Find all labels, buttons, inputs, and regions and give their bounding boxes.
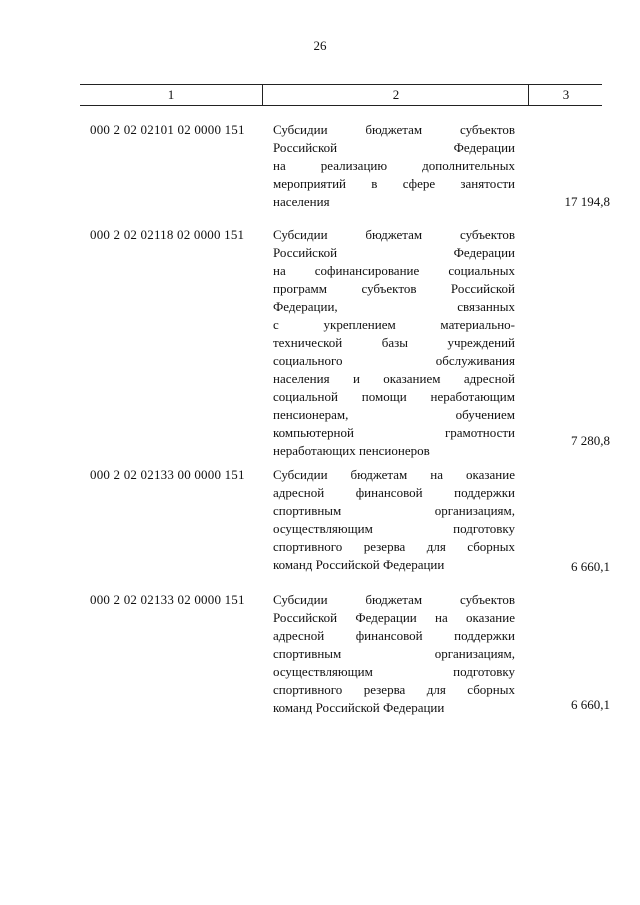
budget-code: 000 2 02 02118 02 0000 151 — [90, 227, 245, 242]
description-line: осуществляющим подготовку — [273, 521, 515, 536]
description-line: населения и оказанием адресной — [273, 371, 515, 386]
description-line: технической базы учреждений — [273, 335, 515, 350]
description — [273, 226, 515, 460]
description-line: Субсидии бюджетам субъектов — [273, 122, 515, 137]
description-line: населения — [273, 194, 330, 209]
description-line: Российской Федерации на оказание — [273, 610, 515, 625]
description-line: Российской Федерации — [273, 245, 515, 260]
column-header-2: 2 — [262, 85, 529, 105]
description-line: команд Российской Федерации — [273, 557, 445, 572]
description-line: Субсидии бюджетам на оказание — [273, 467, 515, 482]
budget-code: 000 2 02 02133 02 0000 151 — [90, 592, 245, 607]
description-line: спортивным организациям, — [273, 503, 515, 518]
description-line: Субсидии бюджетам субъектов — [273, 592, 515, 607]
description-line: социального обслуживания — [273, 353, 515, 368]
column-header-1: 1 — [167, 87, 175, 102]
description — [273, 591, 515, 717]
description-line: мероприятий в сфере занятости — [273, 176, 515, 191]
description-line: команд Российской Федерации — [273, 700, 445, 715]
description-line: спортивного резерва для сборных — [273, 682, 515, 697]
description-line: на реализацию дополнительных — [273, 158, 515, 173]
description-line: пенсионерам, обучением — [273, 407, 515, 422]
description-line: спортивного резерва для сборных — [273, 539, 515, 554]
column-header-3: 3 — [528, 85, 603, 105]
description-line: Субсидии бюджетам субъектов — [273, 227, 515, 242]
description-line: спортивным организациям, — [273, 646, 515, 661]
description-line: компьютерной грамотности — [273, 425, 515, 440]
description-line: адресной финансовой поддержки — [273, 628, 515, 643]
description-line: адресной финансовой поддержки — [273, 485, 515, 500]
description — [273, 466, 515, 574]
budget-code: 000 2 02 02133 00 0000 151 — [90, 467, 245, 482]
description-line: неработающих пенсионеров — [273, 443, 430, 458]
description-line: осуществляющим подготовку — [273, 664, 515, 679]
description-line: социальной помощи неработающим — [273, 389, 515, 404]
page-number: 26 — [313, 38, 327, 53]
description-line: на софинансирование социальных — [273, 263, 515, 278]
description-line: программ субъектов Российской — [273, 281, 515, 296]
amount: 17 194,8 — [564, 194, 610, 209]
amount: 7 280,8 — [571, 433, 610, 448]
amount: 6 660,1 — [571, 559, 610, 574]
amount: 6 660,1 — [571, 697, 610, 712]
description-line: с укреплением материально- — [273, 317, 515, 332]
description-line: Федерации, связанных — [273, 299, 515, 314]
budget-code: 000 2 02 02101 02 0000 151 — [90, 122, 245, 137]
description-line: Российской Федерации — [273, 140, 515, 155]
description — [273, 121, 515, 211]
table-header — [80, 84, 602, 106]
